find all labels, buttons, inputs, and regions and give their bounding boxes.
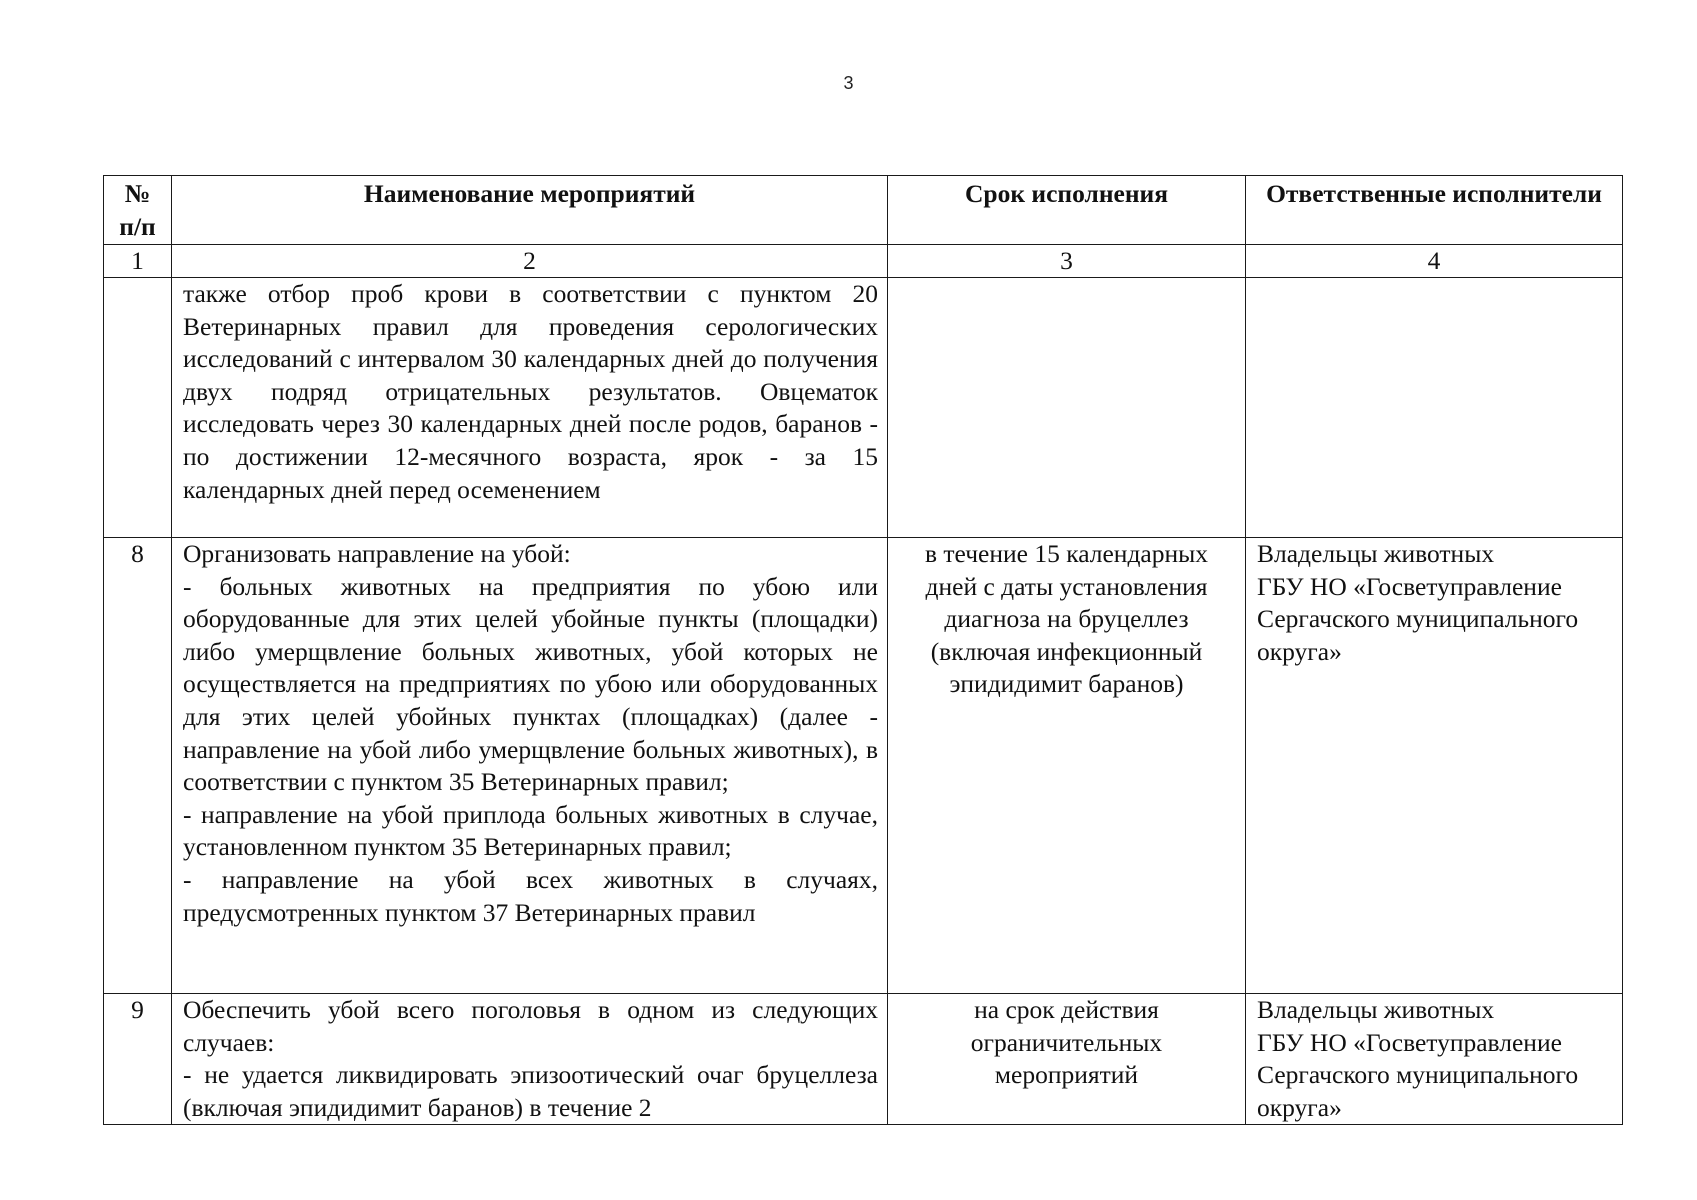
measure-term: в течение 15 календарных дней с даты установления диагноза на бруцеллез (включая инфекционный эпидидимит баранов) [888,538,1246,994]
responsible-line: Владельцы животных [1257,539,1495,568]
measure-paragraph: Обеспечить убой всего поголовья в одном из следующих случаев: [183,995,878,1057]
measure-paragraph: Организовать направление на убой: [183,539,571,568]
row-number: 8 [104,538,172,994]
column-index-row [104,245,1623,278]
responsible-line: Владельцы животных [1257,995,1495,1024]
measure-responsible [1246,538,1623,994]
header-name: Наименование мероприятий [172,176,888,245]
table-row [104,538,1623,994]
measure-paragraph: - направление на убой приплода больных животных в случае, установленном пунктом 35 Ветеринарных правил; [183,799,878,862]
page-number: 3 [843,73,854,93]
measure-paragraph: - не удается ликвидировать эпизоотический очаг бруцеллеза (включая эпидидимит баранов) в течение 2 [183,1060,878,1122]
measure-responsible [1246,994,1623,1125]
row-number [104,278,172,538]
column-index: 4 [1246,245,1623,278]
header-resp: Ответственные исполнители [1246,176,1623,245]
measure-term [888,278,1246,538]
responsible-line: ГБУ НО «Госветуправление Сергачского муниципального округа» [1257,1027,1579,1122]
column-index: 2 [172,245,888,278]
measure-paragraph: - направление на убой всех животных в случаях, предусмотренных пунктом 37 Ветеринарных правил [183,864,878,927]
header-row [104,176,1623,245]
responsible-line: ГБУ НО «Госветуправление Сергачского муниципального округа» [1257,571,1579,666]
column-index: 3 [888,245,1246,278]
table-row [104,278,1623,538]
measure-paragraph: - больных животных на предприятия по убою или оборудованные для этих целей убойные пункты (площадки) либо умерщвление больных животных, убой которых не осуществляется на предприятиях по убою или оборудованных для этих целей убойных пунктах (площадках) (далее - направление на убой либо умерщвление больных животных), в соответствии с пунктом 35 Ветеринарных правил; [183,571,878,797]
measure-text: также отбор проб крови в соответствии с пунктом 20 Ветеринарных правил для проведения серологических исследований с интервалом 30 календарных дней до получения двух подряд отрицательных результатов. Овцематок исследовать через 30 календарных дней после родов, баранов - по достижении 12-месячного возраста, ярок - за 15 календарных дней перед осеменением [183,279,878,504]
measure-term: на срок действия ограничительных мероприятий [888,994,1246,1125]
table-row [104,994,1623,1125]
measures-table [103,175,1623,1125]
row-number: 9 [104,994,172,1125]
column-index: 1 [104,245,172,278]
measure-name [172,994,888,1125]
measure-name [172,538,888,994]
header-term: Срок исполнения [888,176,1246,245]
measure-responsible [1246,278,1623,538]
header-num: № п/п [104,176,172,245]
measure-name [172,278,888,538]
